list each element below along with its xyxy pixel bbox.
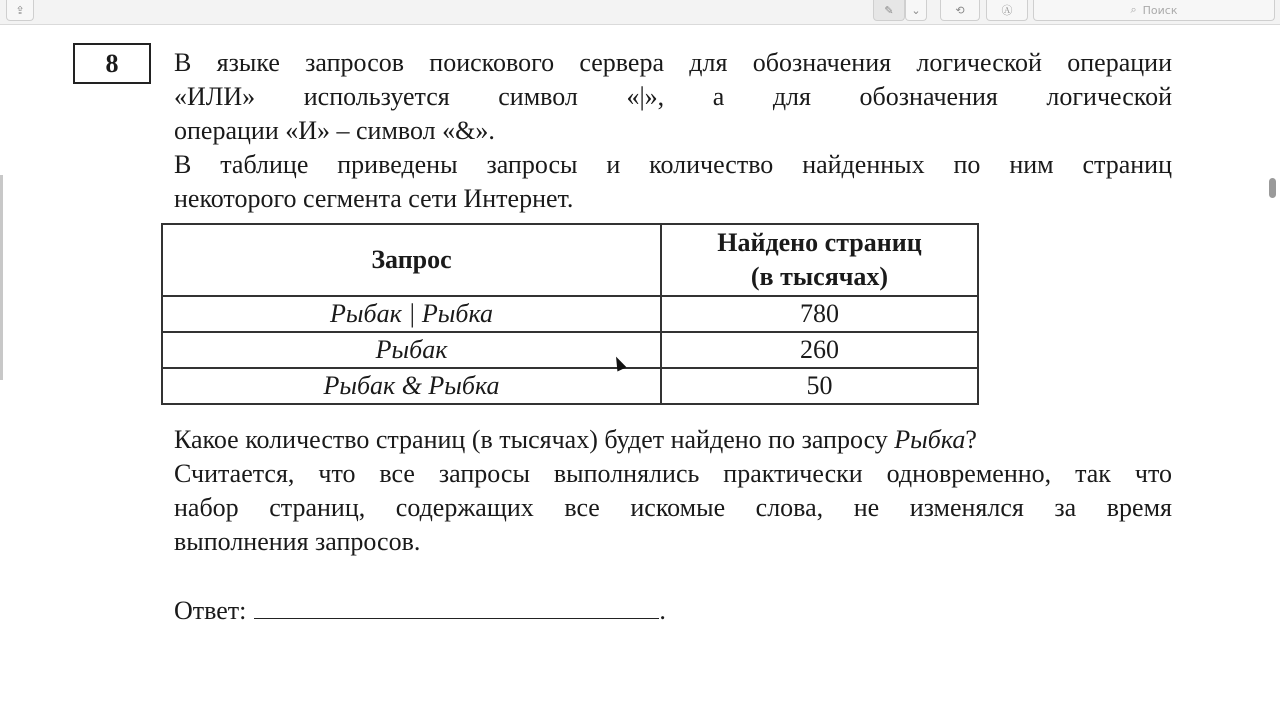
header-count-line1: Найдено страниц bbox=[717, 228, 922, 257]
intro-line: операции «И» – символ «&». bbox=[174, 116, 495, 145]
answer-label: Ответ: bbox=[174, 596, 247, 625]
share-button[interactable] bbox=[6, 0, 34, 21]
answer-blank[interactable] bbox=[254, 592, 659, 619]
task-number-text: 8 bbox=[105, 48, 119, 78]
note-line: выполнения запросов. bbox=[174, 527, 421, 556]
row-query: Рыбак | Рыбка bbox=[162, 296, 661, 332]
table-header-row bbox=[162, 224, 978, 296]
row-query: Рыбак bbox=[162, 332, 661, 368]
top-toolbar bbox=[0, 0, 1280, 25]
answer-row bbox=[174, 592, 666, 628]
query-table bbox=[161, 223, 979, 405]
question-prefix: Какое количество страниц (в тысячах) будет найдено по запросу bbox=[174, 425, 895, 454]
row-count: 260 bbox=[661, 332, 978, 368]
question-query: Рыбка bbox=[894, 425, 966, 454]
search-field[interactable] bbox=[1033, 0, 1275, 21]
table-row bbox=[162, 296, 978, 332]
markup-icon: Ⓐ bbox=[1001, 4, 1013, 17]
rotate-icon: ⟲ bbox=[955, 3, 965, 17]
sidebar-edge bbox=[0, 175, 3, 380]
header-count-line2: (в тысячах) bbox=[750, 262, 889, 291]
header-query: Запрос bbox=[162, 224, 661, 296]
rotate-button[interactable] bbox=[940, 0, 980, 21]
chevron-down-icon: ⌄ bbox=[911, 3, 921, 17]
task-question bbox=[174, 423, 1172, 559]
intro-line: В таблице приведены запросы и количество найденных по ним страниц bbox=[174, 150, 1172, 179]
table-row bbox=[162, 368, 978, 404]
question-line bbox=[174, 423, 1172, 457]
intro-line: «ИЛИ» используется символ «|», а для обозначения логической bbox=[174, 82, 1172, 111]
header-count bbox=[661, 224, 978, 296]
row-query: Рыбак & Рыбка bbox=[162, 368, 661, 404]
note-line: набор страниц, содержащих все искомые слова, не изменялся за время bbox=[174, 493, 1172, 522]
intro-line: некоторого сегмента сети Интернет. bbox=[174, 184, 574, 213]
task-intro bbox=[174, 46, 1172, 216]
markup-button[interactable] bbox=[986, 0, 1028, 21]
answer-end: . bbox=[659, 596, 666, 625]
scrollbar-thumb[interactable] bbox=[1269, 178, 1276, 198]
task-number bbox=[73, 43, 151, 84]
search-placeholder: Поиск bbox=[1142, 3, 1178, 17]
intro-line: В языке запросов поискового сервера для обозначения логической операции bbox=[174, 48, 1172, 77]
note-line: Считается, что все запросы выполнялись практически одновременно, так что bbox=[174, 459, 1172, 488]
row-count: 780 bbox=[661, 296, 978, 332]
share-icon: ⇪ bbox=[15, 3, 25, 17]
annotate-dropdown-button[interactable] bbox=[905, 0, 927, 21]
question-suffix: ? bbox=[965, 425, 977, 454]
table-row bbox=[162, 332, 978, 368]
annotate-button[interactable] bbox=[873, 0, 905, 21]
pen-icon: ✎ bbox=[884, 3, 894, 17]
row-count: 50 bbox=[661, 368, 978, 404]
search-icon: ⌕ bbox=[1130, 3, 1137, 16]
